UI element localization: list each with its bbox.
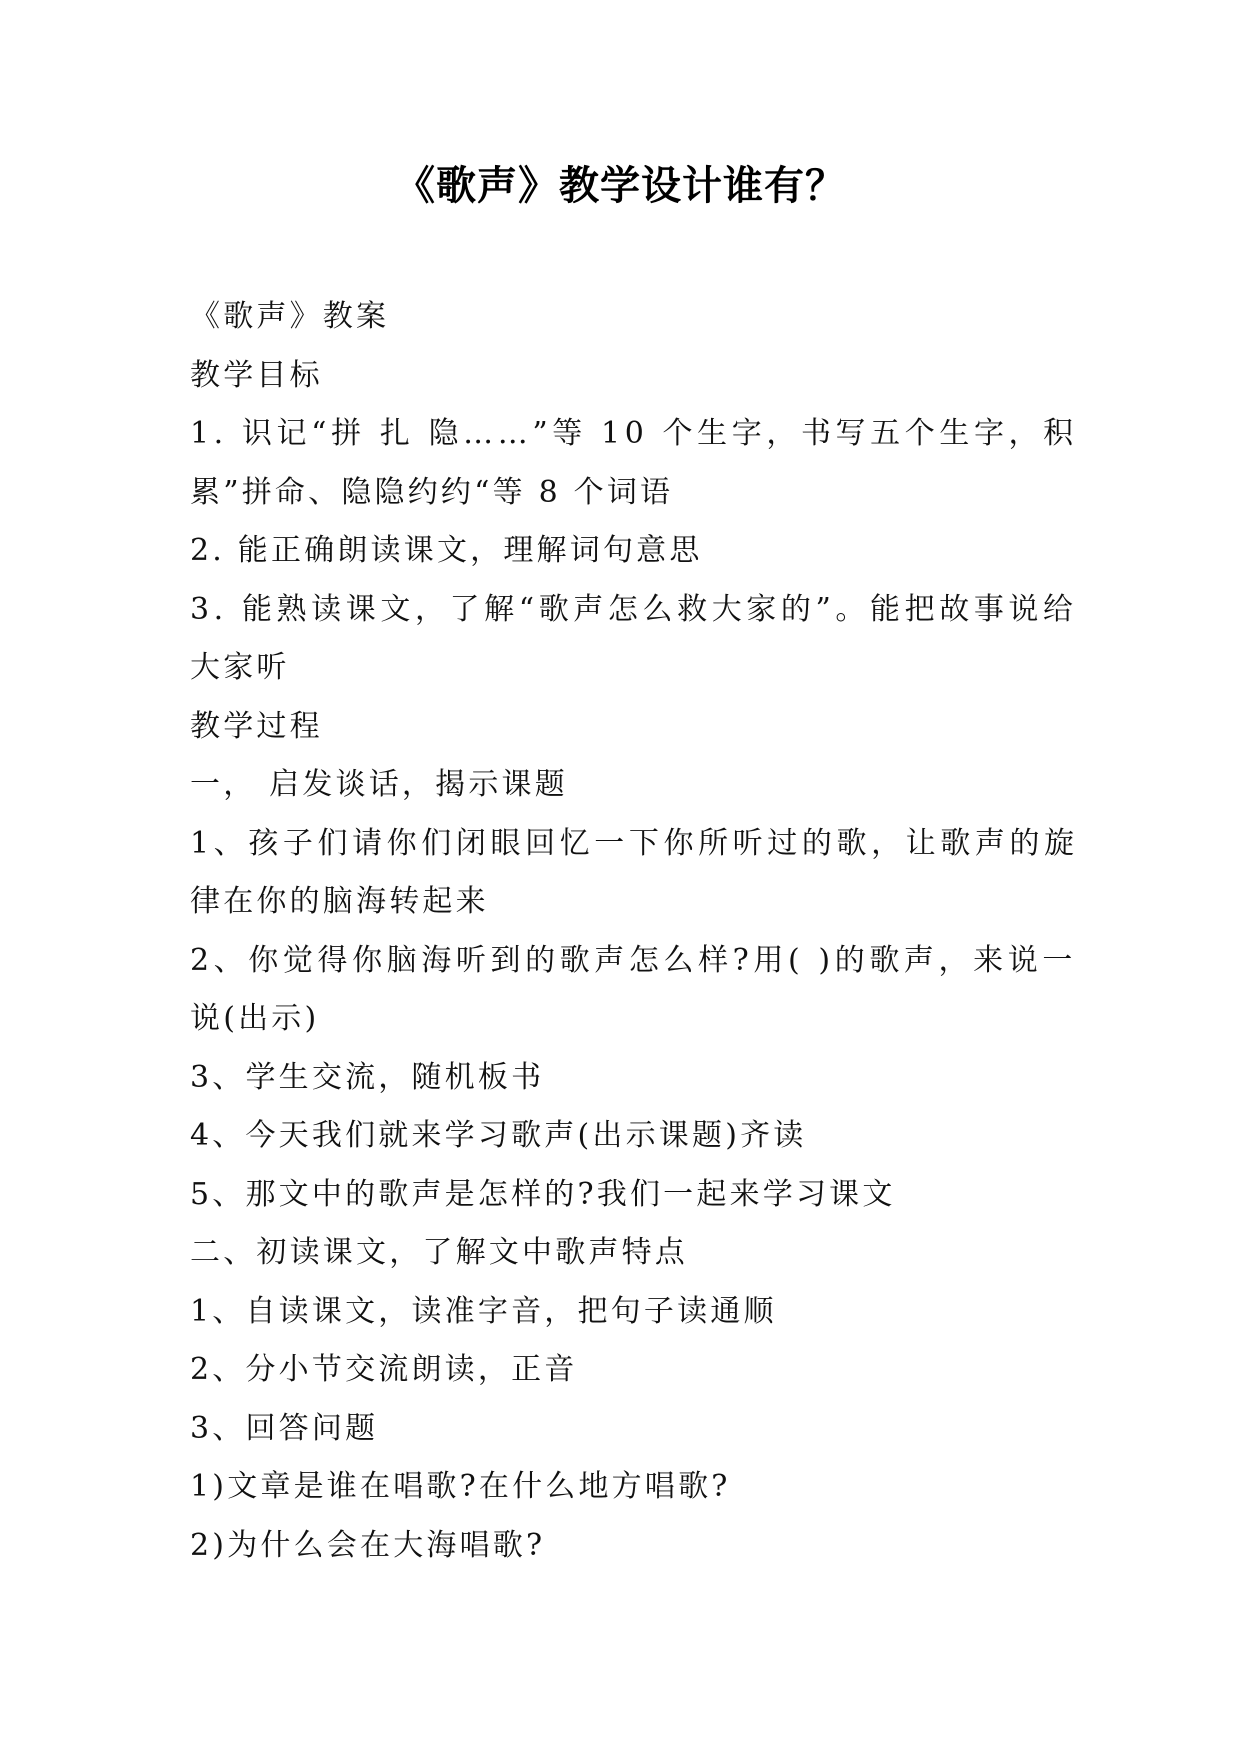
paragraph-line: 2、分小节交流朗读，正音: [190, 1352, 578, 1387]
paragraph-line: 2、你觉得你脑海听到的歌声怎么样?用( )的歌声，来说一: [190, 942, 1077, 978]
paragraph-line: 2. 能正确朗读课文，理解词句意思: [190, 533, 703, 568]
paragraph-line: 1. 识记“拼 扎 隐……”等 10 个生字，书写五个生字，积: [190, 416, 1078, 451]
paragraph-line: 一， 启发谈话，揭示课题: [190, 767, 568, 802]
paragraph-line: 1、孩子们请你们闭眼回忆一下你所听过的歌，让歌声的旋: [190, 825, 1079, 861]
paragraph-line: 2)为什么会在大海唱歌?: [190, 1527, 546, 1563]
paragraph-line: 4、今天我们就来学习歌声(出示课题)齐读: [190, 1118, 807, 1153]
paragraph-line: 说(出示): [190, 1001, 320, 1036]
paragraph-line: 1、自读课文，读准字音，把句子读通顺: [190, 1293, 777, 1329]
paragraph-line: 大家听: [190, 650, 290, 685]
document-body: [190, 288, 1079, 1575]
paragraph-line: 1)文章是谁在唱歌?在什么地方唱歌?: [190, 1469, 731, 1504]
paragraph-line: 3、学生交流，随机板书: [190, 1059, 545, 1095]
paragraph-line: 律在你的脑海转起来: [190, 884, 489, 919]
paragraph-line: 二、初读课文，了解文中歌声特点: [190, 1235, 688, 1270]
paragraph-line: 3. 能熟读课文，了解“歌声怎么救大家的”。能把故事说给: [190, 591, 1078, 627]
paragraph-line: 教学过程: [190, 708, 323, 744]
paragraph-line: 5、那文中的歌声是怎样的?我们一起来学习课文: [190, 1176, 896, 1212]
paragraph-line: 累”拼命、隐隐约约“等 8 个词语: [190, 474, 674, 510]
paragraph-line: 教学目标: [190, 357, 323, 393]
paragraph-line: 《歌声》教案: [190, 299, 390, 334]
paragraph-line: 3、回答问题: [190, 1410, 379, 1446]
document-title: 《歌声》教学设计谁有？: [395, 162, 846, 209]
